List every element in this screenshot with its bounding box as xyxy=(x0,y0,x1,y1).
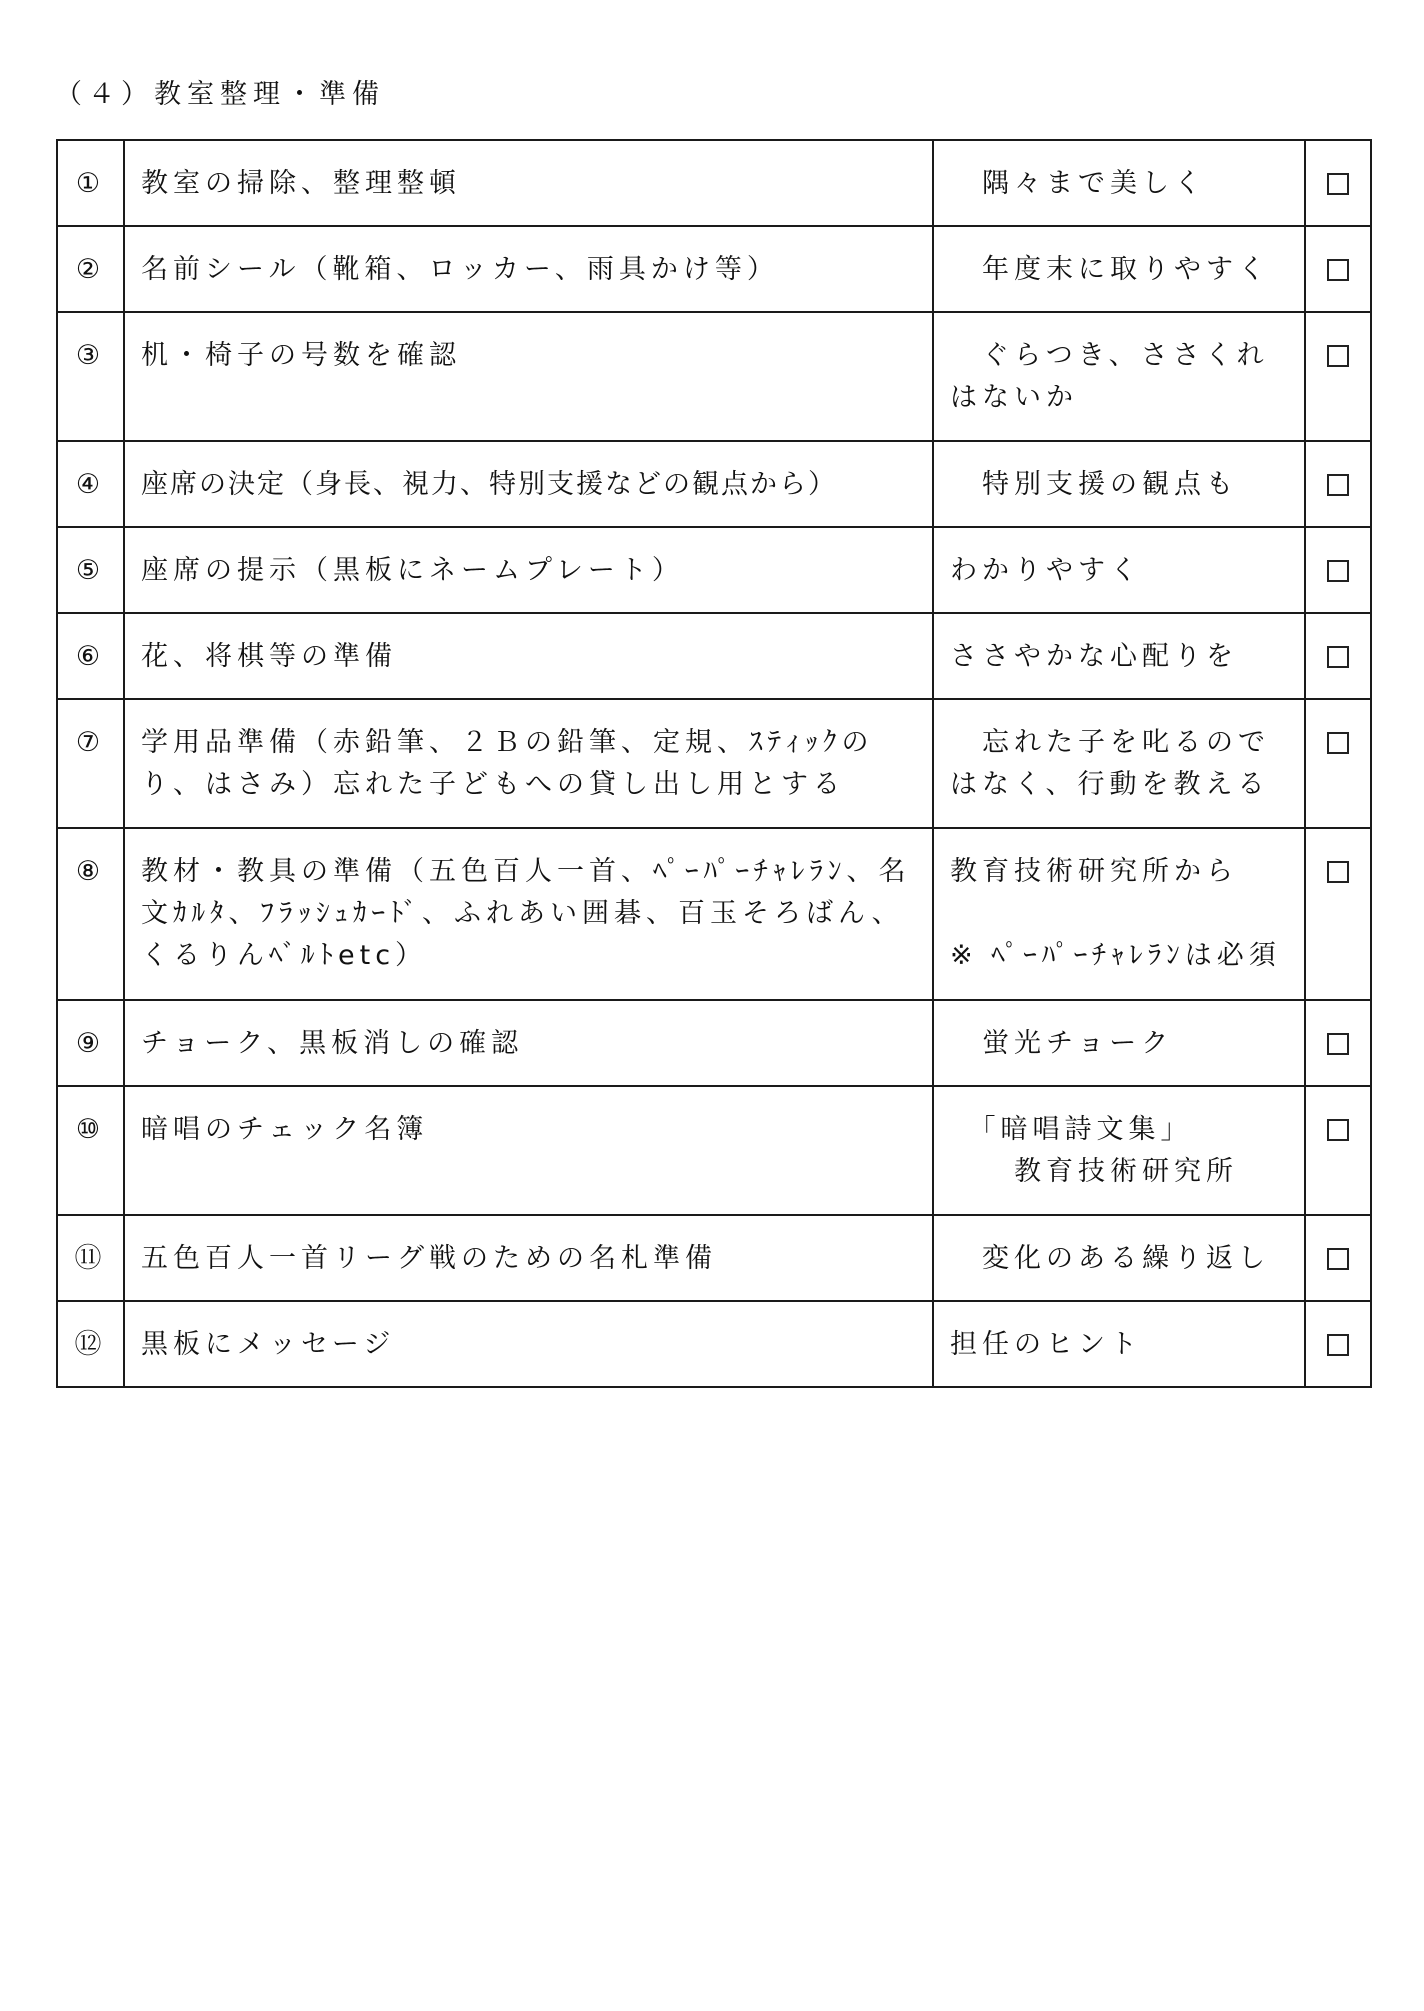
checklist-row xyxy=(57,1215,1371,1301)
item-note: ぐらつき、ささくれ はないか xyxy=(933,312,1305,441)
item-number: ② xyxy=(57,226,124,312)
checkbox-icon[interactable] xyxy=(1327,474,1349,496)
checkbox-icon[interactable] xyxy=(1327,259,1349,281)
item-task: 座席の提示（黒板にネームプレート） xyxy=(124,527,933,613)
item-note: 特別支援の観点も xyxy=(933,441,1305,527)
item-number: ⑦ xyxy=(57,699,124,828)
checklist-row xyxy=(57,140,1371,226)
item-note: 変化のある繰り返し xyxy=(933,1215,1305,1301)
item-task: 名前シール（靴箱、ロッカー、雨具かけ等） xyxy=(124,226,933,312)
item-note: わかりやすく xyxy=(933,527,1305,613)
item-number: ③ xyxy=(57,312,124,441)
item-checkbox-cell[interactable] xyxy=(1305,1215,1371,1301)
item-checkbox-cell[interactable] xyxy=(1305,613,1371,699)
checklist-table xyxy=(56,139,1372,1388)
checklist-row xyxy=(57,226,1371,312)
checklist-row xyxy=(57,527,1371,613)
item-checkbox-cell[interactable] xyxy=(1305,1301,1371,1387)
checklist-row xyxy=(57,441,1371,527)
item-task: 机・椅子の号数を確認 xyxy=(124,312,933,441)
item-note: 「暗唱詩文集」 教育技術研究所 xyxy=(933,1086,1305,1215)
item-number: ⑥ xyxy=(57,613,124,699)
checklist-row xyxy=(57,613,1371,699)
item-task: 暗唱のチェック名簿 xyxy=(124,1086,933,1215)
item-task: 教室の掃除、整理整頓 xyxy=(124,140,933,226)
item-note: 忘れた子を叱るので はなく、行動を教える xyxy=(933,699,1305,828)
section-heading: （４）教室整理・準備 xyxy=(55,79,385,110)
item-note: 蛍光チョーク xyxy=(933,1000,1305,1086)
item-task: 教材・教具の準備（五色百人一首、ﾍﾟｰﾊﾟｰﾁｬﾚﾗﾝ、名文ｶﾙﾀ、ﾌﾗｯｼｭｶｰﾄﾞ、ふれあい囲碁、百玉そろばん、くるりんﾍﾞﾙﾄetc） xyxy=(124,828,933,1000)
checkbox-icon[interactable] xyxy=(1327,646,1349,668)
item-note: ささやかな心配りを xyxy=(933,613,1305,699)
item-note: 担任のヒント xyxy=(933,1301,1305,1387)
checkbox-icon[interactable] xyxy=(1327,1248,1349,1270)
item-task: 学用品準備（赤鉛筆、２Ｂの鉛筆、定規、ｽﾃｨｯｸのり、はさみ）忘れた子どもへの貸し出し用とする xyxy=(124,699,933,828)
item-checkbox-cell[interactable] xyxy=(1305,699,1371,828)
checkbox-icon[interactable] xyxy=(1327,560,1349,582)
item-checkbox-cell[interactable] xyxy=(1305,527,1371,613)
item-note: 教育技術研究所から ※ ﾍﾟｰﾊﾟｰﾁｬﾚﾗﾝは必須 xyxy=(933,828,1305,1000)
item-checkbox-cell[interactable] xyxy=(1305,140,1371,226)
item-number: ④ xyxy=(57,441,124,527)
item-checkbox-cell[interactable] xyxy=(1305,828,1371,1000)
checklist-row xyxy=(57,699,1371,828)
checkbox-icon[interactable] xyxy=(1327,345,1349,367)
item-checkbox-cell[interactable] xyxy=(1305,312,1371,441)
item-checkbox-cell[interactable] xyxy=(1305,1000,1371,1086)
item-task: 花、将棋等の準備 xyxy=(124,613,933,699)
item-number: ⑫ xyxy=(57,1301,124,1387)
item-task: 座席の決定（身長、視力、特別支援などの観点から） xyxy=(124,441,933,527)
checklist-row xyxy=(57,1000,1371,1086)
checkbox-icon[interactable] xyxy=(1327,1334,1349,1356)
item-note: 年度末に取りやすく xyxy=(933,226,1305,312)
checkbox-icon[interactable] xyxy=(1327,173,1349,195)
item-number: ⑤ xyxy=(57,527,124,613)
checklist-row xyxy=(57,1301,1371,1387)
item-task: チョーク、黒板消しの確認 xyxy=(124,1000,933,1086)
item-checkbox-cell[interactable] xyxy=(1305,1086,1371,1215)
item-note: 隅々まで美しく xyxy=(933,140,1305,226)
item-checkbox-cell[interactable] xyxy=(1305,226,1371,312)
item-task: 五色百人一首リーグ戦のための名札準備 xyxy=(124,1215,933,1301)
checkbox-icon[interactable] xyxy=(1327,1119,1349,1141)
item-number: ⑩ xyxy=(57,1086,124,1215)
item-number: ⑨ xyxy=(57,1000,124,1086)
item-task: 黒板にメッセージ xyxy=(124,1301,933,1387)
item-number: ① xyxy=(57,140,124,226)
checklist-row xyxy=(57,1086,1371,1215)
item-number: ⑧ xyxy=(57,828,124,1000)
checklist-row xyxy=(57,828,1371,1000)
checkbox-icon[interactable] xyxy=(1327,732,1349,754)
item-number: ⑪ xyxy=(57,1215,124,1301)
checklist-row xyxy=(57,312,1371,441)
checkbox-icon[interactable] xyxy=(1327,1033,1349,1055)
item-checkbox-cell[interactable] xyxy=(1305,441,1371,527)
checkbox-icon[interactable] xyxy=(1327,861,1349,883)
